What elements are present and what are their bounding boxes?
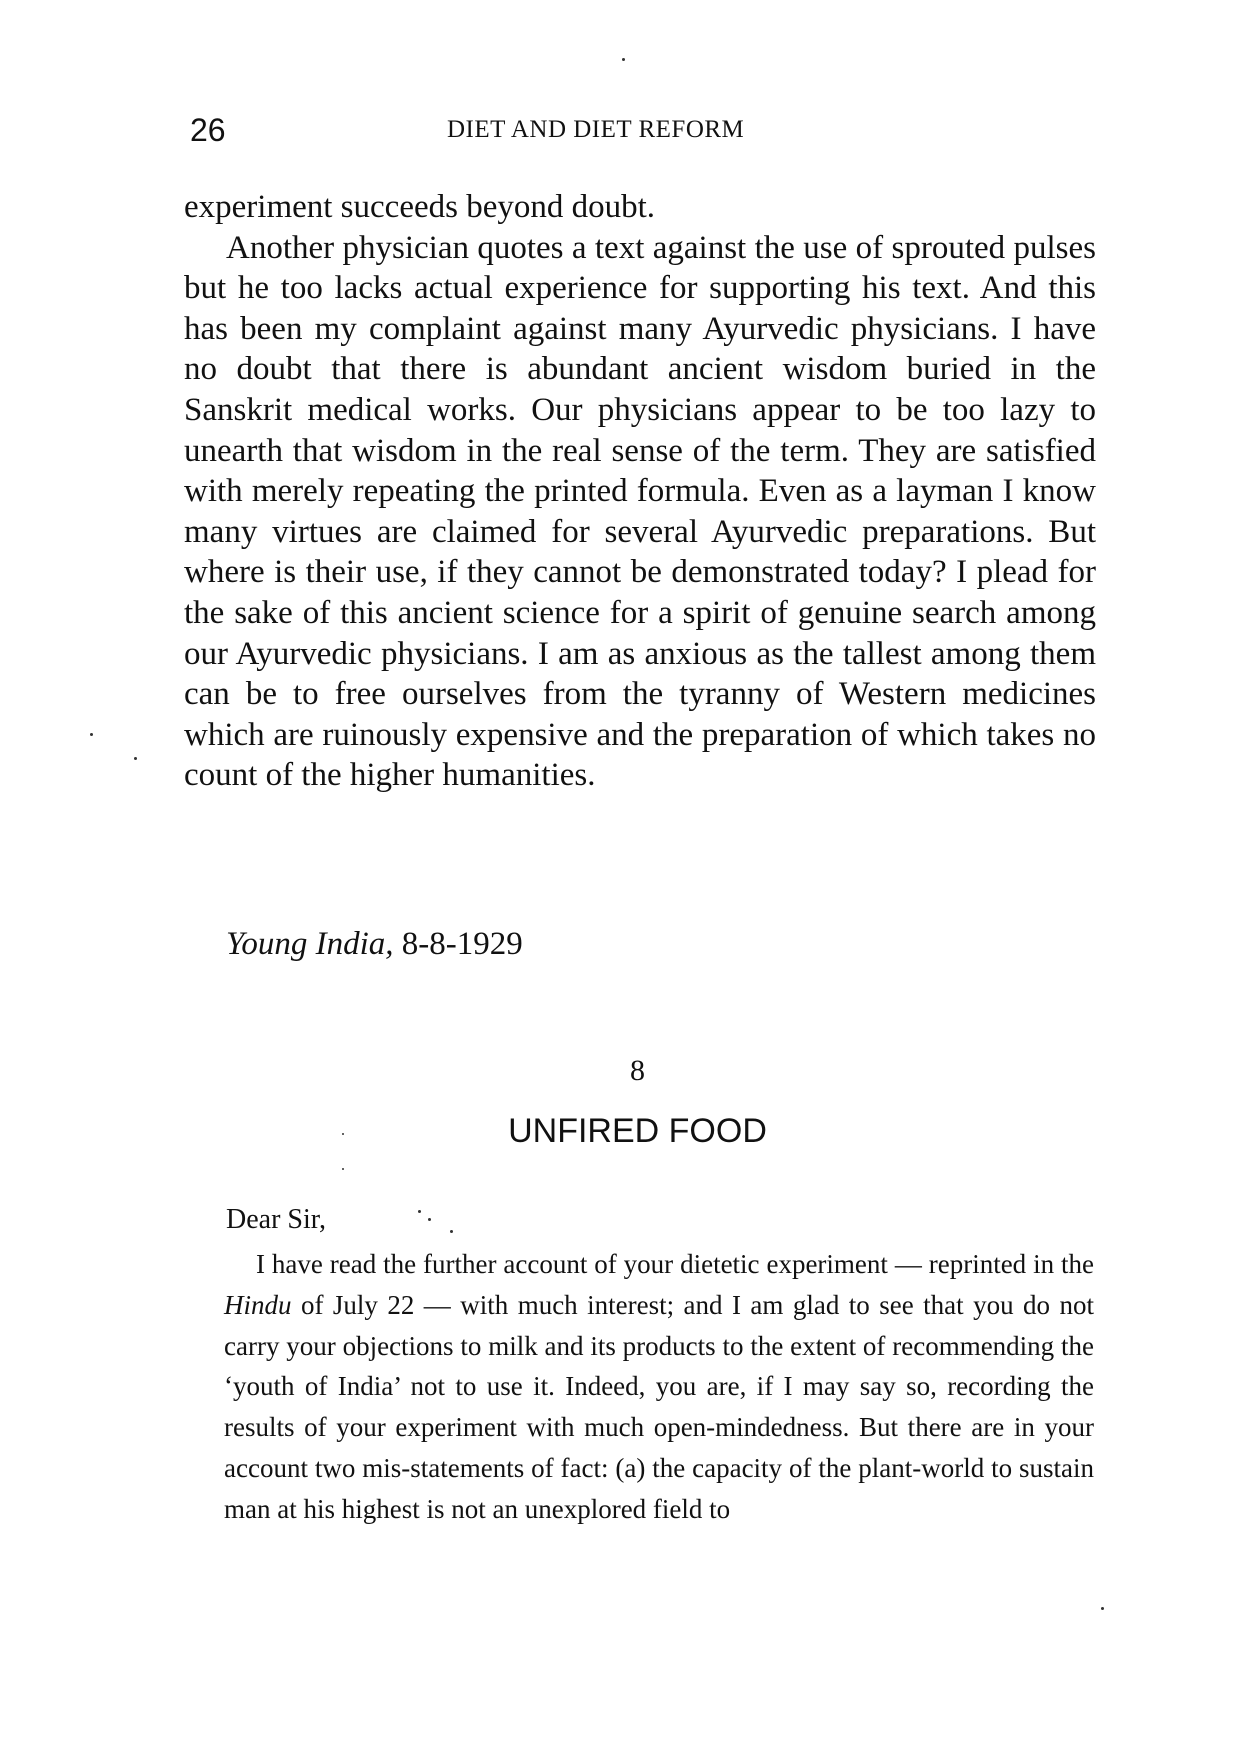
letter-text-end: of July 22 — with much interest; and I am glad to see that you do not carry your objections to milk and its products to the extent of recommending the ‘youth of India’ not to use it. Indeed, you are, if I may say so, recording the results of your experiment with much open-mindedness. But there are in your account two mis-statements of fact: (a) the capacity of the plant-world to sustain man at his highest is not an unexplored field to — [224, 1289, 1094, 1524]
letter-publication: Hindu — [224, 1289, 292, 1320]
letter-salutation: Dear Sir, — [226, 1204, 326, 1235]
scan-speck — [428, 1218, 431, 1221]
scan-speck — [418, 1210, 421, 1213]
scan-speck — [90, 733, 93, 736]
source-publication: Young India, — [226, 926, 394, 962]
scan-speck — [622, 58, 625, 61]
running-header — [190, 112, 1100, 152]
scan-speck — [450, 1230, 453, 1233]
source-citation — [226, 926, 523, 963]
scan-speck — [1101, 1607, 1104, 1610]
scan-speck — [342, 1168, 344, 1170]
page-number: 26 — [190, 112, 226, 148]
source-date: 8-8-1929 — [401, 926, 523, 962]
running-title: DIET AND DIET REFORM — [447, 116, 745, 143]
letter-text-start: I have read the further account of your dietetic experiment — reprinted in the — [256, 1249, 1094, 1279]
letter-body — [224, 1244, 1094, 1530]
paragraph-continuation: experiment succeeds beyond doubt. — [184, 189, 656, 225]
main-text-block — [184, 187, 1096, 796]
scan-speck — [342, 1133, 344, 1135]
scan-speck — [134, 757, 137, 760]
chapter-number: 8 — [630, 1054, 645, 1087]
chapter-title: UNFIRED FOOD — [508, 1112, 767, 1150]
paragraph-ayurvedic: Another physician quotes a text against the use of sprouted pulses but he too lacks actual experience for supporting his text. And this has been my complaint against many Ayurvedic physicians. I have no doubt that there is abundant ancient wisdom buried in the Sanskrit medical works. Our physicians appear to be too lazy to unearth that wisdom in the real sense of the term. They are satisfied with merely repeating the printed formula. Even as a layman I know many virtues are claimed for several Ayurvedic preparations. But where is their use, if they cannot be demonstrated today? I plead for the sake of this ancient science for a spirit of genuine search among our Ayurvedic physicians. I am as anxious as the tallest among them can be to free ourselves from the tyranny of Western medicines which are ruinously expensive and the preparation of which takes no count of the higher humanities. — [184, 229, 1096, 794]
